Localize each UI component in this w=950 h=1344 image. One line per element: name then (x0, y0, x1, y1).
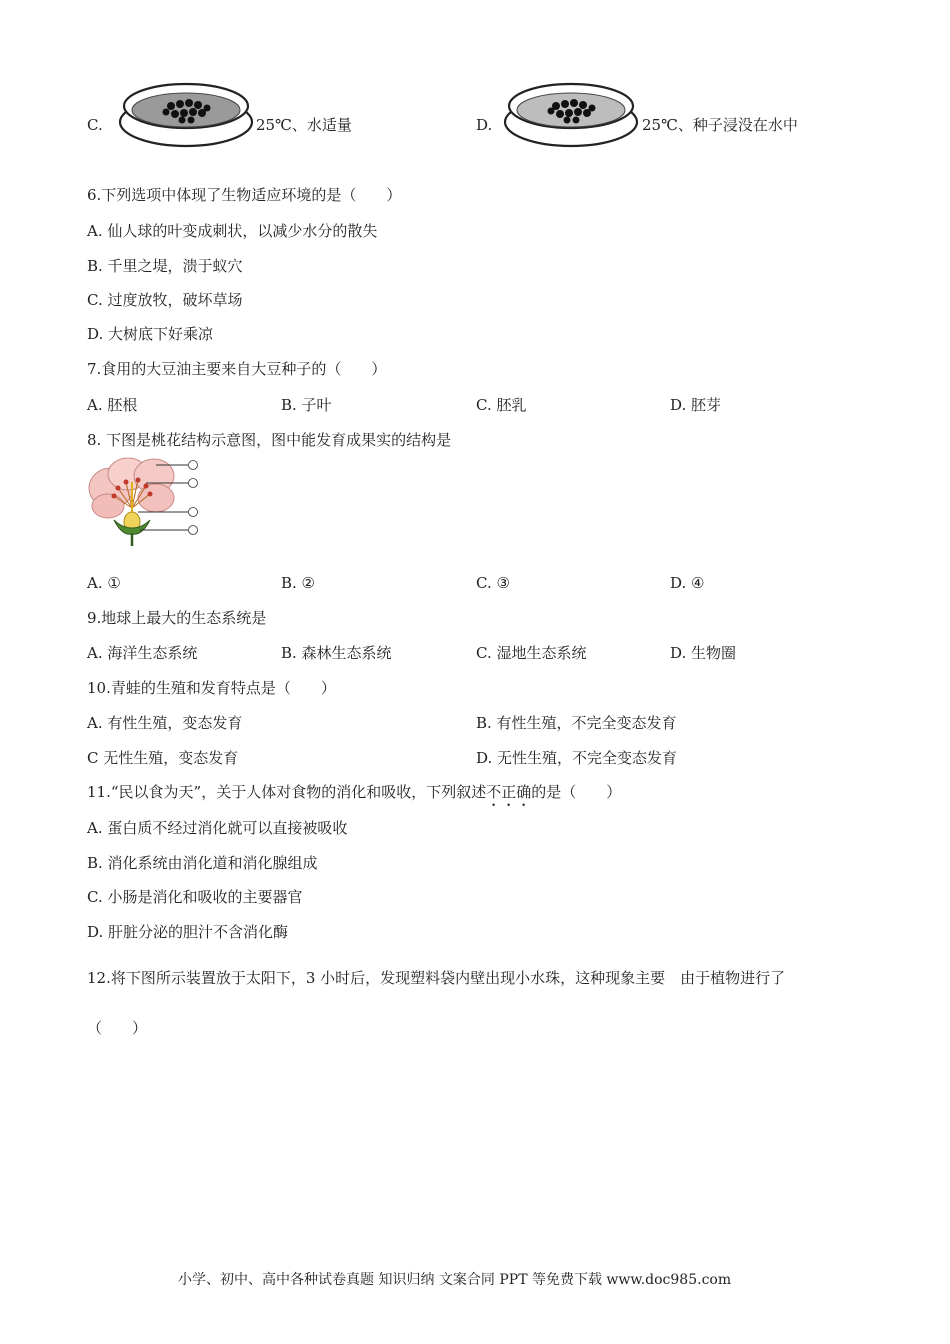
q9-option-c: C. 湿地生态系统 (476, 644, 587, 662)
q11-stem (87, 782, 621, 810)
q9-option-d: D. 生物圈 (670, 644, 737, 662)
q8-option-c: C. ③ (476, 574, 510, 592)
q6-stem: 6.下列选项中体现了生物适应环境的是（ ） (87, 186, 402, 204)
q10-option-d: D. 无性生殖，不完全变态发育 (476, 749, 678, 767)
q8-option-a: A. ① (87, 574, 121, 592)
q11-option-d: D. 肝脏分泌的胆汁不含消化酶 (87, 923, 289, 941)
q5-option-d-text: 25℃、种子浸没在水中 (642, 116, 798, 134)
q12-answer-paren: （ ） (87, 1019, 148, 1037)
q11-stem-pre: 11.“民以食为天”，关于人体对食物的消化和吸收，下列叙述 (87, 783, 487, 801)
q6-option-c: C. 过度放牧，破坏草场 (87, 291, 243, 309)
q11-option-b: B. 消化系统由消化道和消化腺组成 (87, 854, 318, 872)
q6-option-a: A. 仙人球的叶变成刺状，以减少水分的散失 (87, 222, 378, 240)
q10-option-a: A. 有性生殖，变态发育 (87, 714, 243, 732)
q5-option-c-label: C. (87, 116, 103, 134)
q7-option-d: D. 胚芽 (670, 396, 722, 414)
q11-stem-post: 的是（ ） (531, 783, 622, 801)
q6-option-d: D. 大树底下好乘凉 (87, 325, 214, 343)
q10-stem: 10.青蛙的生殖和发育特点是（ ） (87, 679, 336, 697)
q8-option-d: D. ④ (670, 574, 705, 592)
q6-option-b: B. 千里之堤，溃于蚁穴 (87, 257, 243, 275)
q10-option-b: B. 有性生殖，不完全变态发育 (476, 714, 677, 732)
peach-flower-diagram (86, 456, 206, 548)
q11-stem-emphasis: 不正确 (486, 783, 532, 801)
page-footer: 小学、初中、高中各种试卷真题 知识归纳 文案合同 PPT 等免费下载 www.doc985.com (178, 1272, 732, 1288)
q11-option-c: C. 小肠是消化和吸收的主要器官 (87, 888, 303, 906)
q9-option-a: A. 海洋生态系统 (87, 644, 198, 662)
q9-stem: 9.地球上最大的生态系统是 (87, 609, 267, 627)
q12-stem: 12.将下图所示装置放于太阳下，3 小时后，发现塑料袋内壁出现小水珠，这种现象主要 由于植物进行了 (87, 969, 786, 987)
q7-option-c: C. 胚乳 (476, 396, 527, 414)
q7-stem: 7.食用的大豆油主要来自大豆种子的（ ） (87, 360, 387, 378)
q10-option-c: C 无性生殖，变态发育 (87, 749, 239, 767)
q7-option-a: A. 胚根 (87, 396, 138, 414)
q11-option-a: A. 蛋白质不经过消化就可以直接被吸收 (87, 819, 348, 837)
q5-option-c-text: 25℃、水适量 (256, 116, 352, 134)
q7-option-b: B. 子叶 (281, 396, 332, 414)
petri-dish-d-image (500, 76, 642, 150)
q9-option-b: B. 森林生态系统 (281, 644, 392, 662)
q8-stem: 8. 下图是桃花结构示意图，图中能发育成果实的结构是 (87, 431, 452, 449)
q5-option-d-label: D. (476, 116, 493, 134)
q8-option-b: B. ② (281, 574, 316, 592)
petri-dish-c-image (116, 76, 256, 150)
